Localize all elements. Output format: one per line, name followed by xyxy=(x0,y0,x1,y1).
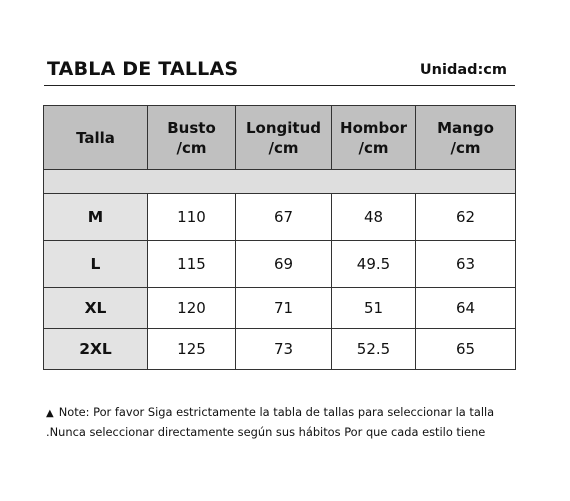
longitud-cell: 69 xyxy=(236,241,332,288)
column-header-hombor xyxy=(332,106,416,170)
triangle-up-icon: ▲ xyxy=(46,408,54,419)
size-cell: L xyxy=(44,241,148,288)
busto-cell: 125 xyxy=(148,329,236,370)
hombor-cell: 49.5 xyxy=(332,241,416,288)
column-header-unit: /cm xyxy=(450,138,481,157)
busto-cell: 110 xyxy=(148,194,236,241)
size-cell: XL xyxy=(44,288,148,329)
size-cell: M xyxy=(44,194,148,241)
column-header-unit: /cm xyxy=(358,138,389,157)
table-header-row xyxy=(44,106,516,170)
spacer-cell xyxy=(44,170,516,194)
column-header-label: Talla xyxy=(76,128,115,147)
longitud-cell: 67 xyxy=(236,194,332,241)
hombor-cell: 51 xyxy=(332,288,416,329)
note-line-2 xyxy=(46,423,526,441)
table-row xyxy=(44,288,516,329)
column-header-unit: /cm xyxy=(176,138,207,157)
busto-cell: 120 xyxy=(148,288,236,329)
page-title: TABLA DE TALLAS xyxy=(47,58,239,80)
title-divider xyxy=(44,85,515,86)
mango-cell: 64 xyxy=(416,288,516,329)
column-header-label: Busto xyxy=(167,118,216,137)
size-table xyxy=(43,105,516,370)
column-header-longitud xyxy=(236,106,332,170)
column-header-label: Mango xyxy=(437,118,494,137)
unit-label: Unidad:cm xyxy=(419,62,507,78)
note-line-1 xyxy=(46,403,526,423)
mango-cell: 65 xyxy=(416,329,516,370)
table-row xyxy=(44,329,516,370)
column-header-mango xyxy=(416,106,516,170)
note-text-2: .Nunca seleccionar directamente según sus hábitos Por que cada estilo tiene xyxy=(46,425,486,439)
longitud-cell: 73 xyxy=(236,329,332,370)
hombor-cell: 52.5 xyxy=(332,329,416,370)
column-header-label: Hombor xyxy=(340,118,407,137)
busto-cell: 115 xyxy=(148,241,236,288)
table-row xyxy=(44,241,516,288)
column-header-busto xyxy=(148,106,236,170)
spacer-row xyxy=(44,170,516,194)
note-text-1: Note: Por favor Siga estrictamente la tabla de tallas para seleccionar la talla xyxy=(58,405,495,419)
size-cell: 2XL xyxy=(44,329,148,370)
table-row xyxy=(44,194,516,241)
column-header-label: Longitud xyxy=(245,118,321,137)
hombor-cell: 48 xyxy=(332,194,416,241)
column-header-talla xyxy=(44,106,148,170)
size-note xyxy=(46,403,526,441)
longitud-cell: 71 xyxy=(236,288,332,329)
column-header-unit: /cm xyxy=(268,138,299,157)
mango-cell: 62 xyxy=(416,194,516,241)
mango-cell: 63 xyxy=(416,241,516,288)
